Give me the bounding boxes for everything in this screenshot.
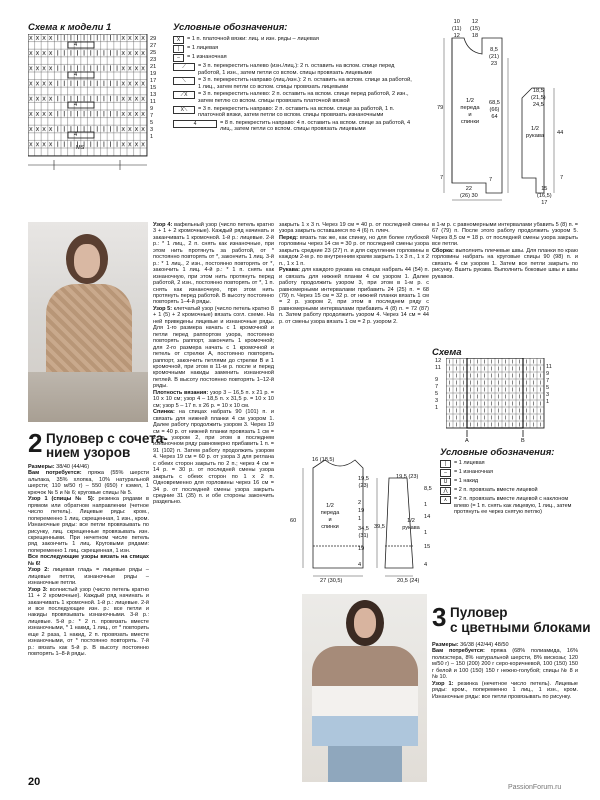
paragraph-text: для каждого рукава на спицах набрать 44 (54) п. и связать для нижней планки 4 см узором 1. Далее работу продолжить узором 3, при этом в 1-м р. с равномерными интервалами прибавить 24 (25) п. = 68 (79) п. Через 15 см = 32 р. от нижней планки вязать 1 см = 2 р. узором 2, при этом в последнем ряду с равномерными интервалами прибавить 4 (8) п. = 72 (87) п. Затем работу продолжить узором 4. Через 14 см = 44 р. от смены узора вязать 1 см = 2 р. узором 2. [279,267,429,325]
dim-sleeve2-r5: 15 [424,544,431,550]
model2-pattern-sleeve-label: 1/2 рукава [402,518,420,531]
paragraph-heading: Узор 5: [153,305,173,312]
dim-sleeve2-top: 19,5 (23) [396,474,419,480]
sizes-value: 38/40 (44/46) [56,464,90,470]
legend-text: = 3 п. перекрестить направо: 2 п. оставить на вспом. спице за работой, 1 п. платочной вязки, затем петли со вспом. спицы провязать изнаночными [198,105,395,119]
legend-item [173,54,413,62]
legend-symbol: ⋀ [440,487,451,495]
schema-repeat-label: 4 [74,132,78,138]
dim-front-hem: 7 [440,175,444,181]
model2-schema-rows-left: 12 11 9 7 5 3 1 [435,358,442,411]
dim-back-side: 60 [290,518,297,524]
paragraph-text: волнистый узор (число петель кратно 11 + 2 кромочные). Каждый ряд начинать и заканчивать 1 кромочной. 1-й р.: лицевые. 2-й и все последующие изн. р.: все петли и накиды провязывать изнаночными. 3-й р.: лицевые. 5-й р.: * 2 п. провязать вместе изнаночными, * 1 накид, 1 лиц., от * повторить еще 2 раза, 1 накид, 2 п. провязать вместе изнаночными, от * постоянно повторять. 7-й р.: вязать как 5-й р. В высоту постоянно повторять 1–8-й ряды. [28,586,149,658]
legend-text: = 2 п. провязать вместе лицевой с наклоном влево (= 1 п. снять как лицевую, 1 лиц., затем протянуть ее через снятую петлю) [454,496,572,515]
dim-back-right: 19,5 (23) [358,476,369,489]
dim-sleeve2-width: 20,5 (24) [397,578,420,584]
legend-symbol: U [440,478,451,486]
legend-symbol: X⟍ [173,106,195,114]
legend-text: = 1 лицевая [187,45,219,51]
dim-sleeve2-r6: 4 [424,562,428,568]
schema-row-numbers: 29 27 25 23 21 19 17 15 13 11 9 7 5 3 1 [150,36,157,140]
dim-front-bottom: 22 (26) 30 [460,186,478,199]
legend-item [173,36,413,44]
dim-front-side: 8,5 (21) 23 [489,47,499,67]
paragraph-text: на спицах набрать 90 (101) п. и связать для нижней планки 4 см узором 1. Далее работу продолжить узором 3. Через 19 см = 40 р. от нижней планки провязать 1 см = 2 р. узором 2, при этом в последнем изнаночном ряду равномерно прибавить 1 п. = 91 (102) п. Затем работу продолжить узором 4. Через 19 см = 60 р. от узора 3 для реглана с обеих сторон закрыть по 2 п.; через 4 см = 14 р. = 30 р. от последней смены узора закрыть с обеих сторон по 1 x 2 п. Одновременно для горловины через 16 см = 34 р. от последней смены узора закрыть средние 31 (35) п. и обе стороны закончить раздельно. [153,409,274,506]
legend-symbol: ⟋X [173,91,195,99]
paragraph-heading: Спинка: [153,409,175,416]
paragraph-heading: Узор 4: [153,222,173,228]
arrow-a-label: A [465,438,469,444]
legend-text: = 1 изнаночная [454,469,493,475]
paragraph-text: резинка рядами в прямом или обратном направлении (четное число петель). Лицевые ряды: кром., попеременно 1 лиц. скрещенная, 1 изн., кром. Изнаночные ряды: все петли провязывать по рисунку, лиц. скрещенные провязывать изн. скрещенными. При нечетном числе петель ряд закончить 1 лиц. Круговыми рядами: попеременно 1 лиц. скрещенная, 1 изн. [28,496,149,554]
dim-sleeve-height: 44 [557,130,564,136]
dim-back-r5: 34,5 (31) [358,526,369,539]
legend-text: = 2 п. провязать вместе лицевой [454,487,538,493]
legend-text: = 3 п. перекрестить направо (лиц./изн.): 2 п. оставить на вспом. спице за работой, 1 лиц., затем петли со вспом. спицы провязать лицевыми [198,77,412,90]
model2-col2 [153,222,274,770]
model3-number: 3 [432,602,447,632]
paragraph-heading: Вам потребуется: [28,470,82,477]
paragraph-heading: Перед: [279,234,298,241]
sizes-label: Размеры: [432,642,459,648]
legend-item [173,63,413,76]
model3-text [432,642,578,784]
model3-photo [302,594,427,782]
dim-back-r3: 19 [358,508,365,514]
legend-symbol: – [440,469,451,477]
legend-item [440,478,578,486]
legend-text: = 3 п. перекрестить налево (изн./лиц.): 2 п. оставить на вспом. спице перед работой, 1 изн., затем петли со вспом. спицы провязать лицевыми [198,63,395,76]
legend-symbol: | [440,460,451,468]
paragraph-heading: Сборка: [432,247,454,254]
dim-sleeve2-r1: 8,5 [424,486,432,492]
paragraph-text: пряжа (55% шерсти альпака, 35% хлопка, 10% натуральной шерсти; 110 м/50 г) – 550 (650) г кэмел, 1 крючок № 5 и № 6; круговые спицы № 5. [28,470,149,496]
dim-back-width: 27 (30,5) [320,578,343,584]
model2-title-line2: нием узоров [46,445,131,460]
dim-front-top: 10 (11) 12 [452,19,462,39]
legend-item [440,487,578,495]
arrow-b-label: B [521,438,525,444]
dim-sleeve2-r4: 1 [424,530,428,536]
legend-symbol: | [173,45,184,53]
legend-item [440,496,578,516]
model3-title-line1: Пуловер [450,605,508,620]
legend-symbol: ⟍ [173,77,195,85]
pattern-front-label: 1/2 переда и спинки [460,98,480,125]
model2-schema-rows-right: 11 9 7 5 3 1 [546,364,552,405]
model2-col4 [432,222,578,344]
legend-text: = 1 лицевая [454,460,485,466]
dim-front-height: 79 [437,105,444,111]
model2-legend-title: Условные обозначения: [440,447,555,458]
model2-pattern-front-label: 1/2 переда и спинки [320,503,340,530]
paragraph-heading: Рукава: [279,267,300,274]
paragraph-text: узор 3 – 16,5 п. x 21 р. = 10 x 10 см; узор 4 – 18,5 п. x 31,5 р. = 10 x 10 см; узор 5 – 17 п. x 26 р. = 10 x 10 см. [153,389,274,409]
schema-grid-model1 [28,34,168,196]
paragraph-heading: Все последующие узоры вязать на спицах № 6! [28,554,149,567]
dim-front-hem-right: 7 [489,177,493,183]
dim-back-r2: 2 [358,500,362,506]
paragraph-text: резинка (нечетное число петель). Лицевые ряды: кром., попеременно 1 лиц., 1 изн., кром. Изнаночные ряды: все петли провязывать по рисунку. [432,680,578,700]
legend-text: = 8 п. перекрестить направо: 4 п. оставить на вспом. спице за работой, 4 лиц., затем петли со вспом. спицы провязать лицевыми [220,119,411,133]
model2-number: 2 [28,428,43,458]
paragraph-text: клетчатый узор (число петель кратно 8 + 1 (5) + 2 кромочные) вязать согл. схеме. На ней приведены лицевые и изнаночные ряды. Для 1-го размера начать с 1 кромочной и петли перед раппортом узора, постоянно повторять раппорт, закончить 1 кромочной; для 2-го размера начать с 1 кромочной и петель от стрелки А, постоянно повторять раппорт, закончить петлями до стрелки В и 1 кромочной, при этом в 11-м р. после и перед кромочными накиды заменить изнаночной петлей. В высоту постоянно повторять 1–12-й ряды. [153,305,274,390]
dim-sleeve-hem: 7 [560,175,564,181]
legend-item [173,91,413,104]
legend-symbol: – [173,54,184,62]
paragraph-text: вязать так же, как спинку, но для более глубокой горловины через 14 см = 30 р. от последней смены узора закрыть средние 23 (27) п. и для скругления горловины в каждом 2-м р. по внутренним краям закрыть 1 x 3 п., 1 x 2 п., 1 x 1 п. [279,234,429,267]
legend-symbol: 4 [173,120,217,128]
model2-col3 [279,222,429,444]
pattern-front-model1 [432,18,577,213]
paragraph-text: пряжа (68% полиамида, 16% полиэстера, 8% натуральной шерсти, 8% вискозы; 120 м/50 г) – 150 (200) 200 г серо-коричневой, 100 (150) 150 г белой и 100 (150) 150 г нежно-голубой; спицы № 8 и № 10. [432,648,578,681]
dim-back-r4: 1 [358,516,362,522]
model3-title-line2: с цветными блоками [450,620,591,635]
dim-back-r7: 4 [358,562,362,568]
legend-symbol: ⟋ [173,63,195,71]
pattern-sleeve-label: 1/2 рукава [525,126,545,139]
model2-photo [28,222,148,422]
schema-title: Схема к модели 1 [28,22,112,33]
dim-sleeve2-r3: 14 [424,514,431,520]
model2-col1 [28,464,149,764]
legend-item [440,460,578,468]
paragraph-text: в 1-м р. с равномерными интервалами убавить 5 (8) п. = 67 (79) п. После этого работу продолжить узором 5. Через 8,5 см = 18 р. от последней смены узора закрыть все петли. [432,222,578,248]
dim-sleeve2-side: 39,5 [374,524,385,530]
sizes-label: Размеры: [28,464,55,470]
paragraph-text: выполнить плечевые швы. Для планки по краю горловины набрать на круговые спицы 90 (98) п. и связать 4 см узором 1. Затем все петли закрыть по рисунку. Вшить рукава. Выполнить боковые швы и швы рукавов. [432,247,578,280]
legend-item [440,469,578,477]
legend-item [173,120,413,133]
model2-schema-grid [446,358,558,438]
schema-repeat-label: 4 [74,72,78,78]
paragraph-text: лицевая гладь = лицевые ряды – лицевые петли, изнаночные ряды – изнаночные петли. [28,567,149,587]
schema-grid-axis-ms: MS [76,145,85,151]
legend-item [173,45,413,53]
schema-repeat-label: 4 [74,102,78,108]
model2-title-line1: Пуловер с сочета- [46,431,168,446]
sizes-value: 36/38 (42/44) 48/50 [460,642,509,648]
model2-legend [440,460,578,517]
dim-sleeve2-r2: 1 [424,502,428,508]
legend-text: = 1 накид [454,478,479,484]
legend-text: = 1 п. платочной вязки: лиц. и изн. ряды – лицевая [187,36,319,42]
legend-item [173,77,413,90]
page-number: 20 [28,776,41,788]
legend-text: = 1 изнаночная [187,54,227,60]
paragraph-text: закрыть 1 x 3 п. Через 19 см = 40 р. от последней смены узора закрыть оставшиеся по 4 (6) п. плеч. [279,222,429,235]
schema-repeat-label: 4 [74,42,78,48]
paragraph-heading: Вам потребуется: [432,648,485,655]
dim-back-r6: 19 [358,546,365,552]
dim-back-top: 16 (18,5) [312,457,335,463]
site-watermark: PassionForum.ru [508,784,562,791]
paragraph-heading: Узор 1: [432,680,454,687]
legend-list [173,36,413,134]
paragraph-heading: Узор 3: [28,586,48,593]
legend-symbol: X [173,36,184,44]
paragraph-heading: Узор 1 (спицы № 5): [28,496,95,503]
paragraph-heading: Узор 2: [28,567,50,574]
paragraph-heading: Плотность вязания: [153,389,209,396]
dim-sleeve-top: 18,5 (21,5) 24,5 [531,88,546,108]
dim-front-mid: 68,5 (66) 64 [489,100,500,120]
legend-title: Условные обозначения: [173,22,288,33]
legend-text: = 3 п. перекрестить налево: 2 п. оставить на вспом. спице перед работой, 2 изн., затем петлю со вспом. спицы провязать платочной вязкой [198,91,409,104]
dim-sleeve-bottom: 15 (16,5) 17 [537,186,552,206]
paragraph-text: вафельный узор (число петель кратно 3 + 1 + 2 кромочные). Каждый ряд начинать и заканчивать 1 кромочной. 1-й р.: лицевые. 2-й р.: * 1 лиц., 2 п. снять как изнаночные, при этом нить протянуть за работой, от * постоянно повторять от *, закончить 1 лиц. 3-й р.: * 1 лиц., 2 изн., постоянно повторять от *, закончить 1 лиц. 4-й р.: * 1 п. снять как изнаночную, при этом нить протянуть перед работой, 2 изн., постоянно повторять от *, 1 п. снять как изнаночную, при этом нить протянуть перед работой. В высоту постоянно повторять 1–4-й ряды. [153,222,274,306]
legend-item [173,106,413,119]
model2-schema-title: Схема [432,347,462,358]
dim-front-r: 12 (15) 18 [470,19,480,39]
legend-symbol: ⋏ [440,496,451,504]
